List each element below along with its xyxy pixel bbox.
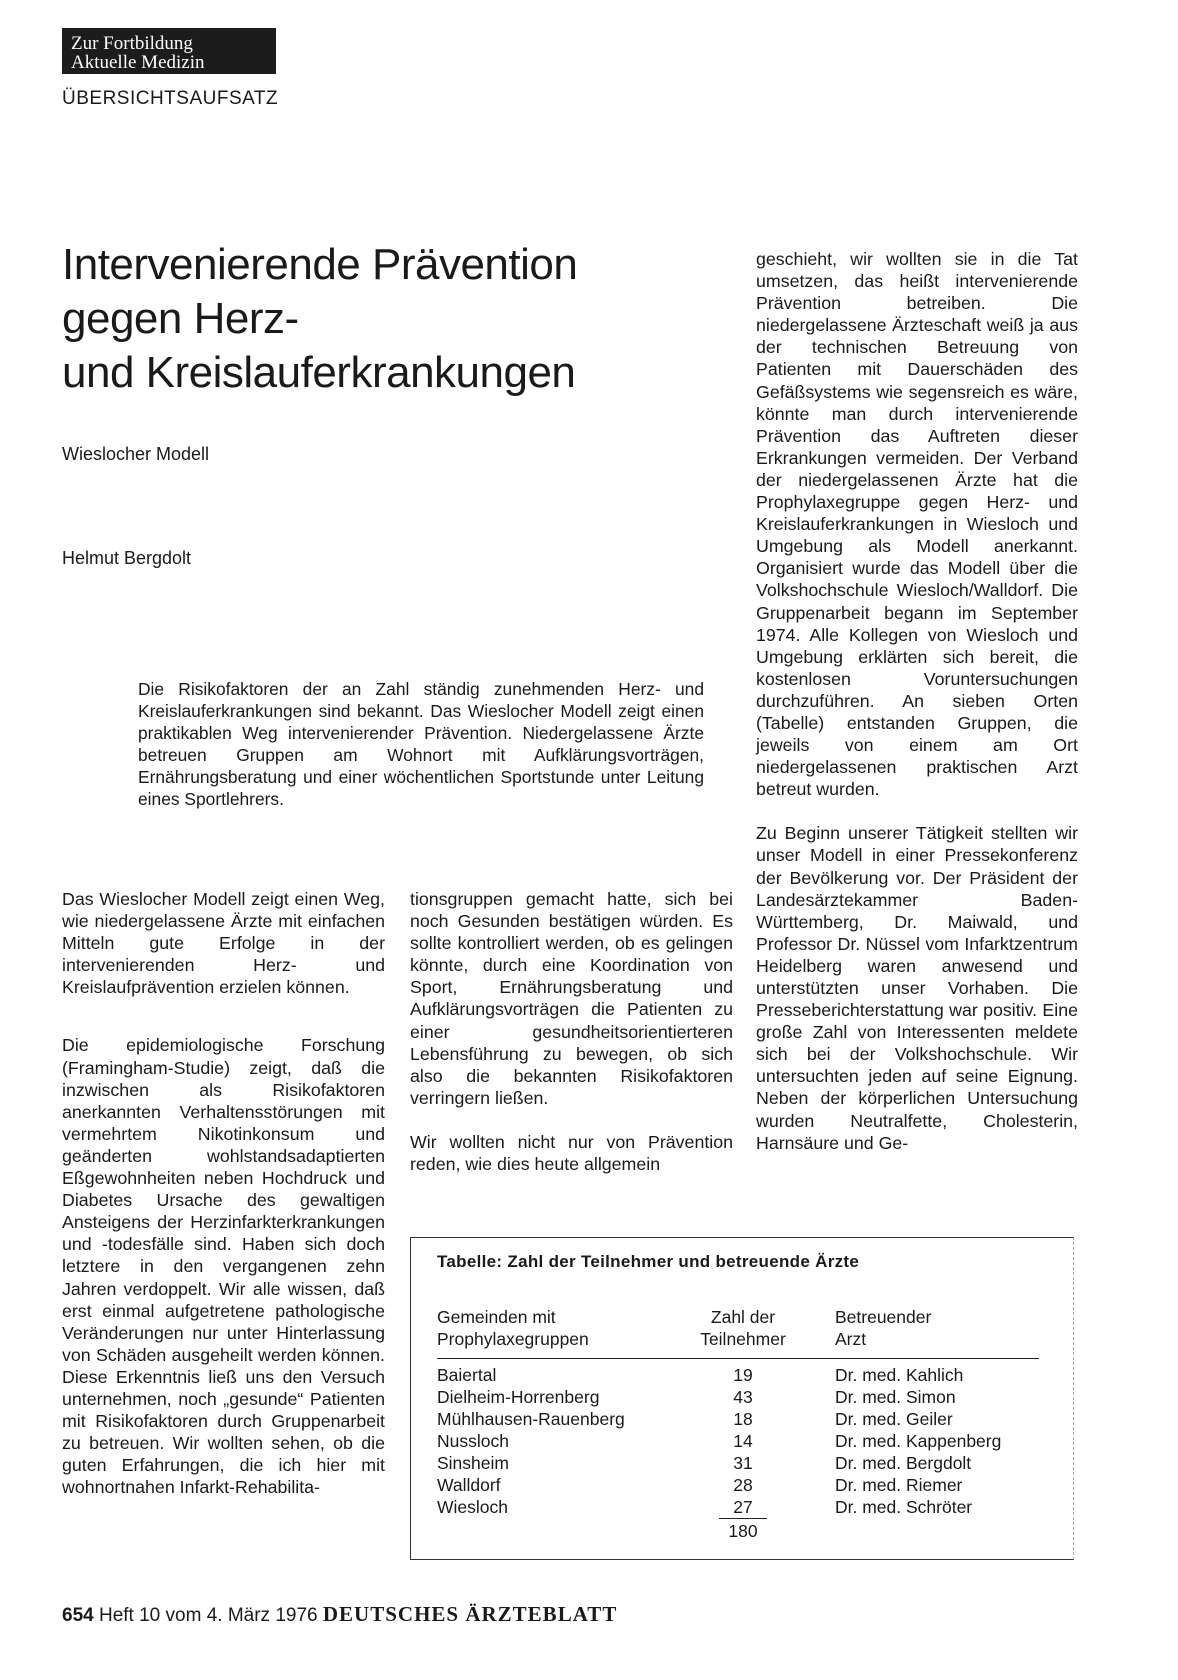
participants-table: [410, 1237, 1074, 1560]
issue-info: Heft 10 vom 4. März 1976: [98, 1605, 318, 1626]
table-cell: 31: [733, 1453, 753, 1473]
section-heading: ÜBERSICHTSAUFSATZ: [62, 88, 279, 109]
table-total: 180: [728, 1521, 758, 1541]
table-cell: Dr. med. Bergdolt: [835, 1453, 972, 1473]
paragraph: Zu Beginn unserer Tätigkeit stellten wir unser Modell in einer Pressekonferenz der Bevölkerung vor. Der Präsident der Landesärztekammer Baden-Württemberg, Dr. Maiwald, und Professor Dr. Nüssel vom Infarktzentrum Heidelberg waren anwesend und unterstützten unser Vorhaben. Die Presseberichterstattung war positiv. Eine große Zahl von Interessenten meldete sich bei der Volkshochschule. Wir untersuchten jeden auf seine Eignung. Neben der körperlichen Untersuchung wurden Neutralfette, Cholesterin, Harnsäure und Ge-: [756, 823, 1078, 1153]
table-cell: Dielheim-Horrenberg: [437, 1387, 600, 1407]
table-cell: 14: [733, 1431, 753, 1451]
paragraph: Wir wollten nicht nur von Prävention reden, wie dies heute allgemein: [410, 1131, 733, 1175]
author-name: Helmut Bergdolt: [62, 548, 192, 568]
table-cell: Wiesloch: [437, 1497, 508, 1517]
table-cell: 19: [733, 1365, 753, 1385]
body-column-3: [756, 248, 1078, 1154]
paragraph: geschieht, wir wollten sie in die Tat umsetzen, das heißt intervenierende Prävention betreiben. Die niedergelassene Ärzteschaft weiß ja aus der technischen Betreuung von Patienten mit Dauerschäden des Gefäßsystems wie segensreich es wäre, könnte man durch intervenierende Prävention das Auftreten dieser Erkrankungen vermeiden. Der Verband der niedergelassenen Ärzte hat die Prophylaxegruppe gegen Herz- und Kreislauferkrankungen in Wiesloch und Umgebung als Modell anerkannt. Organisiert wurde das Modell über die Volkshochschule Wiesloch/Walldorf. Die Gruppenarbeit begann im September 1974. Alle Kollegen von Wiesloch und Umgebung erklärten sich bereit, die kostenlosen Voruntersuchungen durchzuführen. An sieben Orten (Tabelle) entstanden Gruppen, die jeweils von einem am Ort niedergelassenen praktischen Arzt betreut wurden.: [756, 249, 1078, 800]
table-cell: Dr. med. Geiler: [835, 1409, 953, 1429]
table-header-participants: [673, 1306, 813, 1350]
table-column-places: [437, 1364, 625, 1518]
paragraph: Das Wieslocher Modell zeigt einen Weg, wie niedergelassene Ärzte mit einfachen Mitteln gute Erfolge in der intervenierenden Herz- und Kreislaufprävention erzielen können.: [62, 889, 385, 998]
table-cell: Dr. med. Schröter: [835, 1497, 973, 1517]
table-cell: Mühlhausen-Rauenberg: [437, 1409, 625, 1429]
table-column-counts: [688, 1364, 798, 1518]
rubric-label-line1: Zur Fortbildung: [71, 33, 193, 54]
rubric-label-line2: Aktuelle Medizin: [71, 52, 205, 73]
table-sum-rule: [719, 1518, 767, 1519]
title-line-3: und Kreislauferkrankungen: [62, 348, 576, 397]
header-text: Zahl der: [710, 1307, 776, 1327]
abstract: Die Risikofaktoren der an Zahl ständig zunehmenden Herz- und Kreislauferkrankungen sind bekannt. Das Wieslocher Modell zeigt einen praktikablen Weg intervenierender Prävention. Niedergelassene Ärzte betreuen Gruppen am Wohnort mit Aufklärungsvorträgen, Ernährungsberatung und einer wöchentlichen Sportstunde unter Leitung eines Sportlehrers.: [138, 679, 704, 809]
table-cell: Dr. med. Kahlich: [835, 1365, 964, 1385]
page-number: 654: [62, 1605, 94, 1626]
header-text: Betreuender: [835, 1307, 932, 1327]
table-header-rule: [437, 1358, 1039, 1359]
header-text: Arzt: [835, 1329, 867, 1349]
paragraph: tionsgruppen gemacht hatte, sich bei noch Gesunden bestätigen würden. Es sollte kontrolliert werden, ob es gelingen könnte, durch eine Koordination von Sport, Ernährungsberatung und Aufklärungsvorträgen die Patienten zu einer gesundheitsorientierteren Lebensführung zu bewegen, ob sich also die bekannten Risikofaktoren verringern ließen.: [410, 889, 733, 1108]
body-column-2: [410, 888, 733, 1175]
table-column-doctors: [835, 1364, 1001, 1518]
table-cell: Walldorf: [437, 1475, 501, 1495]
table-cell: Sinsheim: [437, 1453, 509, 1473]
article-subtitle: Wieslocher Modell: [62, 444, 210, 464]
table-cell: Baiertal: [437, 1365, 497, 1385]
header-text: Gemeinden mit: [437, 1307, 556, 1327]
table-cell: Dr. med. Simon: [835, 1387, 956, 1407]
table-cell: 28: [733, 1475, 753, 1495]
table-cell: Dr. med. Kappenberg: [835, 1431, 1002, 1451]
table-title: Tabelle: Zahl der Teilnehmer und betreuende Ärzte: [437, 1252, 860, 1271]
title-line-1: Intervenierende Prävention: [62, 240, 578, 289]
table-cell: 27: [733, 1497, 753, 1517]
header-text: Prophylaxegruppen: [437, 1329, 589, 1349]
page-footer: [62, 1602, 617, 1627]
header-text: Teilnehmer: [700, 1329, 786, 1349]
journal-name: DEUTSCHES ÄRZTEBLATT: [322, 1602, 618, 1626]
table-cell: Nussloch: [437, 1431, 509, 1451]
table-header-municipality: [437, 1306, 589, 1350]
table-header-doctor: [835, 1306, 931, 1350]
rubric-label: [62, 28, 276, 74]
body-column-1: [62, 888, 385, 1498]
table-cell: 43: [733, 1387, 753, 1407]
table-cell: Dr. med. Riemer: [835, 1475, 963, 1495]
table-cell: 18: [733, 1409, 753, 1429]
article-title: [62, 238, 702, 400]
title-line-2: gegen Herz-: [62, 294, 299, 343]
paragraph: Die epidemiologische Forschung (Framingham-Studie) zeigt, daß die inzwischen als Risikofaktoren anerkannten Verhaltensstörungen mit vermehrtem Nikotinkonsum und geänderten wohlstandsadaptierten Eßgewohnheiten neben Hochdruck und Diabetes Ursache des gewaltigen Ansteigens der Herzinfarkterkrankungen und -todesfälle sind. Haben sich doch letztere in den vergangenen zehn Jahren verdoppelt. Wir alle wissen, daß erst einmal aufgetretene pathologische Veränderungen nur unter Hinterlassung von Schäden ausgeheilt werden können. Diese Erkenntnis ließ uns den Versuch unternehmen, noch „gesunde“ Patienten mit Risikofaktoren durch Gruppenarbeit zu betreuen. Wir wollten sehen, ob die guten Erfahrungen, die ich hier mit wohnortnahen Infarkt-Rehabilita-: [62, 1035, 385, 1498]
